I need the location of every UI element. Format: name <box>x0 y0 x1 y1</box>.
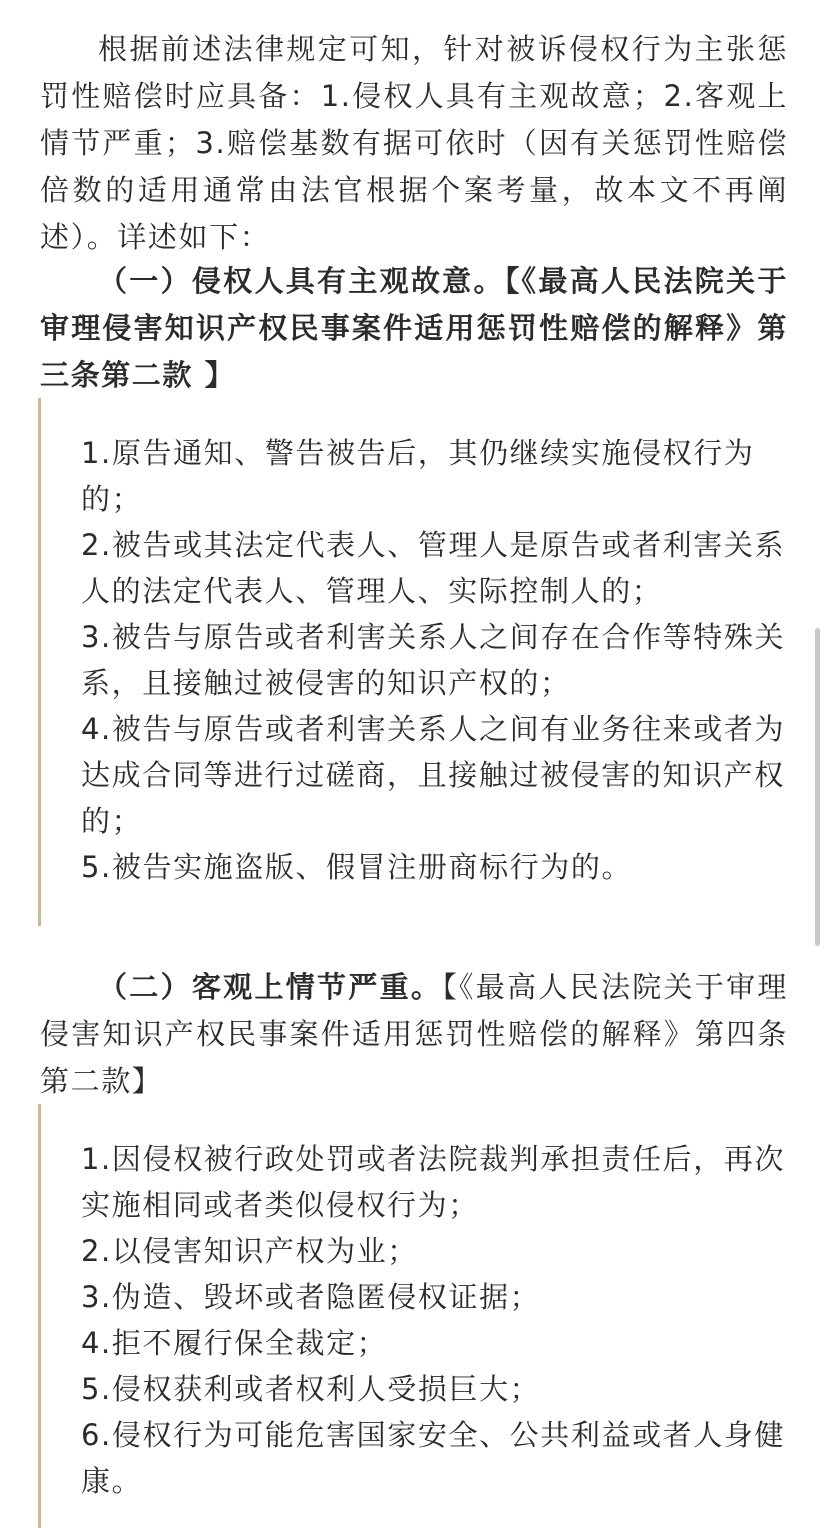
list-item: 6.侵权行为可能危害国家安全、公共利益或者人身健康。 <box>81 1418 786 1498</box>
list-item: 2.被告或其法定代表人、管理人是原告或者利害关系人的法定代表人、管理人、实际控制人的； <box>81 528 786 608</box>
section2-citation: 【《最高人民法院关于审理侵害知识产权民事案件适用惩罚性赔偿的解释》第四条第二款】 <box>40 970 788 1098</box>
section1-heading-paragraph <box>40 258 788 399</box>
section1-heading: （一）侵权人具有主观故意。 <box>98 264 505 298</box>
section2-heading-paragraph <box>40 964 788 1105</box>
list-item: 3.伪造、毁坏或者隐匿侵权证据； <box>81 1280 541 1314</box>
list-item: 3.被告与原告或者利害关系人之间存在合作等特殊关系，且接触过被侵害的知识产权的； <box>81 620 786 700</box>
section1-citation: 【《最高人民法院关于审理侵害知识产权民事案件适用惩罚性赔偿的解释》第三条第二款 】 <box>40 264 788 392</box>
section2-blockquote <box>38 1104 791 1528</box>
list-item: 1.因侵权被行政处罚或者法院裁判承担责任后，再次实施相同或者类似侵权行为； <box>81 1142 786 1222</box>
list-item: 1.原告通知、警告被告后，其仍继续实施侵权行为的； <box>81 436 755 516</box>
section1-list <box>81 430 789 890</box>
vertical-scrollbar[interactable] <box>815 628 820 946</box>
intro-paragraph: 根据前述法律规定可知，针对被诉侵权行为主张惩罚性赔偿时应具备：1.侵权人具有主观故意；2.客观上情节严重；3.赔偿基数有据可依时（因有关惩罚性赔偿倍数的适用通常由法官根据个案考量，故本文不再阐述）。详述如下： <box>40 32 788 254</box>
list-item: 2.以侵害知识产权为业； <box>81 1234 418 1268</box>
section2-list <box>81 1136 789 1504</box>
list-item: 5.被告实施盗版、假冒注册商标行为的。 <box>81 850 633 884</box>
list-item: 4.被告与原告或者利害关系人之间有业务往来或者为达成合同等进行过磋商，且接触过被侵害的知识产权的； <box>81 712 786 838</box>
section1-blockquote <box>38 398 791 926</box>
list-item: 5.侵权获利或者权利人受损巨大； <box>81 1372 541 1406</box>
section2-heading: （二）客观上情节严重。 <box>98 970 443 1004</box>
list-item: 4.拒不履行保全裁定； <box>81 1326 388 1360</box>
